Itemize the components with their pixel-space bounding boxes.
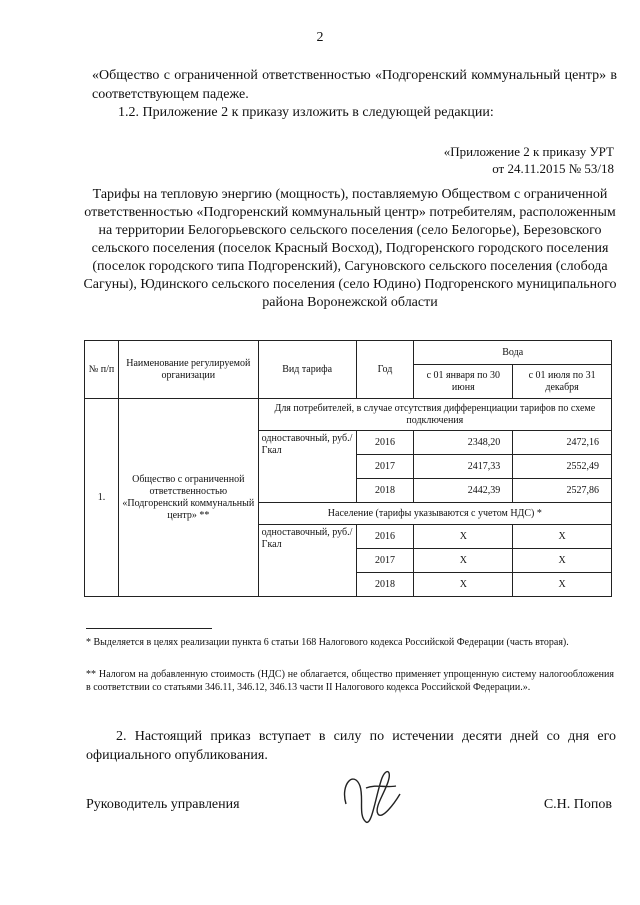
section-consumers: Для потребителей, в случае отсутствия дифференциации тарифов по схеме подключения [258,399,611,431]
header-tariff-type: Вид тарифа [258,341,356,399]
year-cell: 2016 [356,431,414,455]
value-cell: 2527,86 [513,479,612,503]
year-cell: 2016 [356,525,414,549]
document-title: Тарифы на тепловую энергию (мощность), поставляемую Обществом с ограниченной ответственностью «Подгоренский коммунальный центр» потребителям, расположенным на территории Белогорьевского сельского поселения (село Белогорье), Березовского сельского поселения (поселок Красный Восход), Подгоренского городского поселения (поселок городского типа Подгоренский), Сагуновского сельского поселения (слобода Сагуны), Юдинского сельского поселения (село Юдино) Подгоренского муниципального района Воронежской области [83,187,617,310]
header-num: № п/п [85,341,119,399]
tariff-type-2: одноставочный, руб./Гкал [258,525,356,597]
header-org: Наименование регулируемой организации [118,341,258,399]
year-cell: 2017 [356,549,414,573]
header-year: Год [356,341,414,399]
footnote-2: ** Налогом на добавленную стоимость (НДС) не облагается, общество применяет упрощенную систему налогообложения в соответствии со статьями 346.11, 346.12, 346.13 части II Налогового кодекса Российской Федерации.». [86,669,614,693]
value-cell: X [513,525,612,549]
tariff-table [84,340,612,597]
clause-1-2: 1.2. Приложение 2 к приказу изложить в следующей редакции: [118,105,494,120]
signatory-name: С.Н. Попов [543,797,612,812]
value-cell: 2472,16 [513,431,612,455]
signatory-role: Руководитель управления [86,797,240,812]
value-cell: X [414,549,513,573]
value-cell: X [414,573,513,597]
year-cell: 2018 [356,573,414,597]
header-water: Вода [414,341,612,365]
value-cell: 2442,39 [414,479,513,503]
annex-reference [444,143,614,177]
footnote-1: * Выделяется в целях реализации пункта 6 статьи 168 Налогового кодекса Российской Федерации (часть вторая). [86,637,569,648]
intro-paragraph: «Общество с ограниченной ответственностью «Подгоренский коммунальный центр» в соответствующем падеже. [92,68,617,102]
year-cell: 2018 [356,479,414,503]
value-cell: 2417,33 [414,455,513,479]
closing-paragraph: 2. Настоящий приказ вступает в силу по истечении десяти дней со дня его официального опубликования. [86,729,616,763]
organization-name: Общество с ограниченной ответственностью «Подгоренский коммунальный центр» ** [118,399,258,597]
value-cell: X [414,525,513,549]
value-cell: X [513,573,612,597]
header-period-2: с 01 июля по 31 декабря [513,365,612,399]
annex-line-2: от 24.11.2015 № 53/18 [492,161,614,176]
tariff-type-1: одноставочный, руб./Гкал [258,431,356,503]
row-number: 1. [85,399,119,597]
footnote-divider [86,628,212,629]
handwritten-signature [336,764,406,828]
value-cell: X [513,549,612,573]
annex-line-1: «Приложение 2 к приказу УРТ [443,144,614,159]
page-number: 2 [316,30,324,45]
header-period-1: с 01 января по 30 июня [414,365,513,399]
section-population: Население (тарифы указываются с учетом НДС) * [258,503,611,525]
year-cell: 2017 [356,455,414,479]
value-cell: 2348,20 [414,431,513,455]
value-cell: 2552,49 [513,455,612,479]
